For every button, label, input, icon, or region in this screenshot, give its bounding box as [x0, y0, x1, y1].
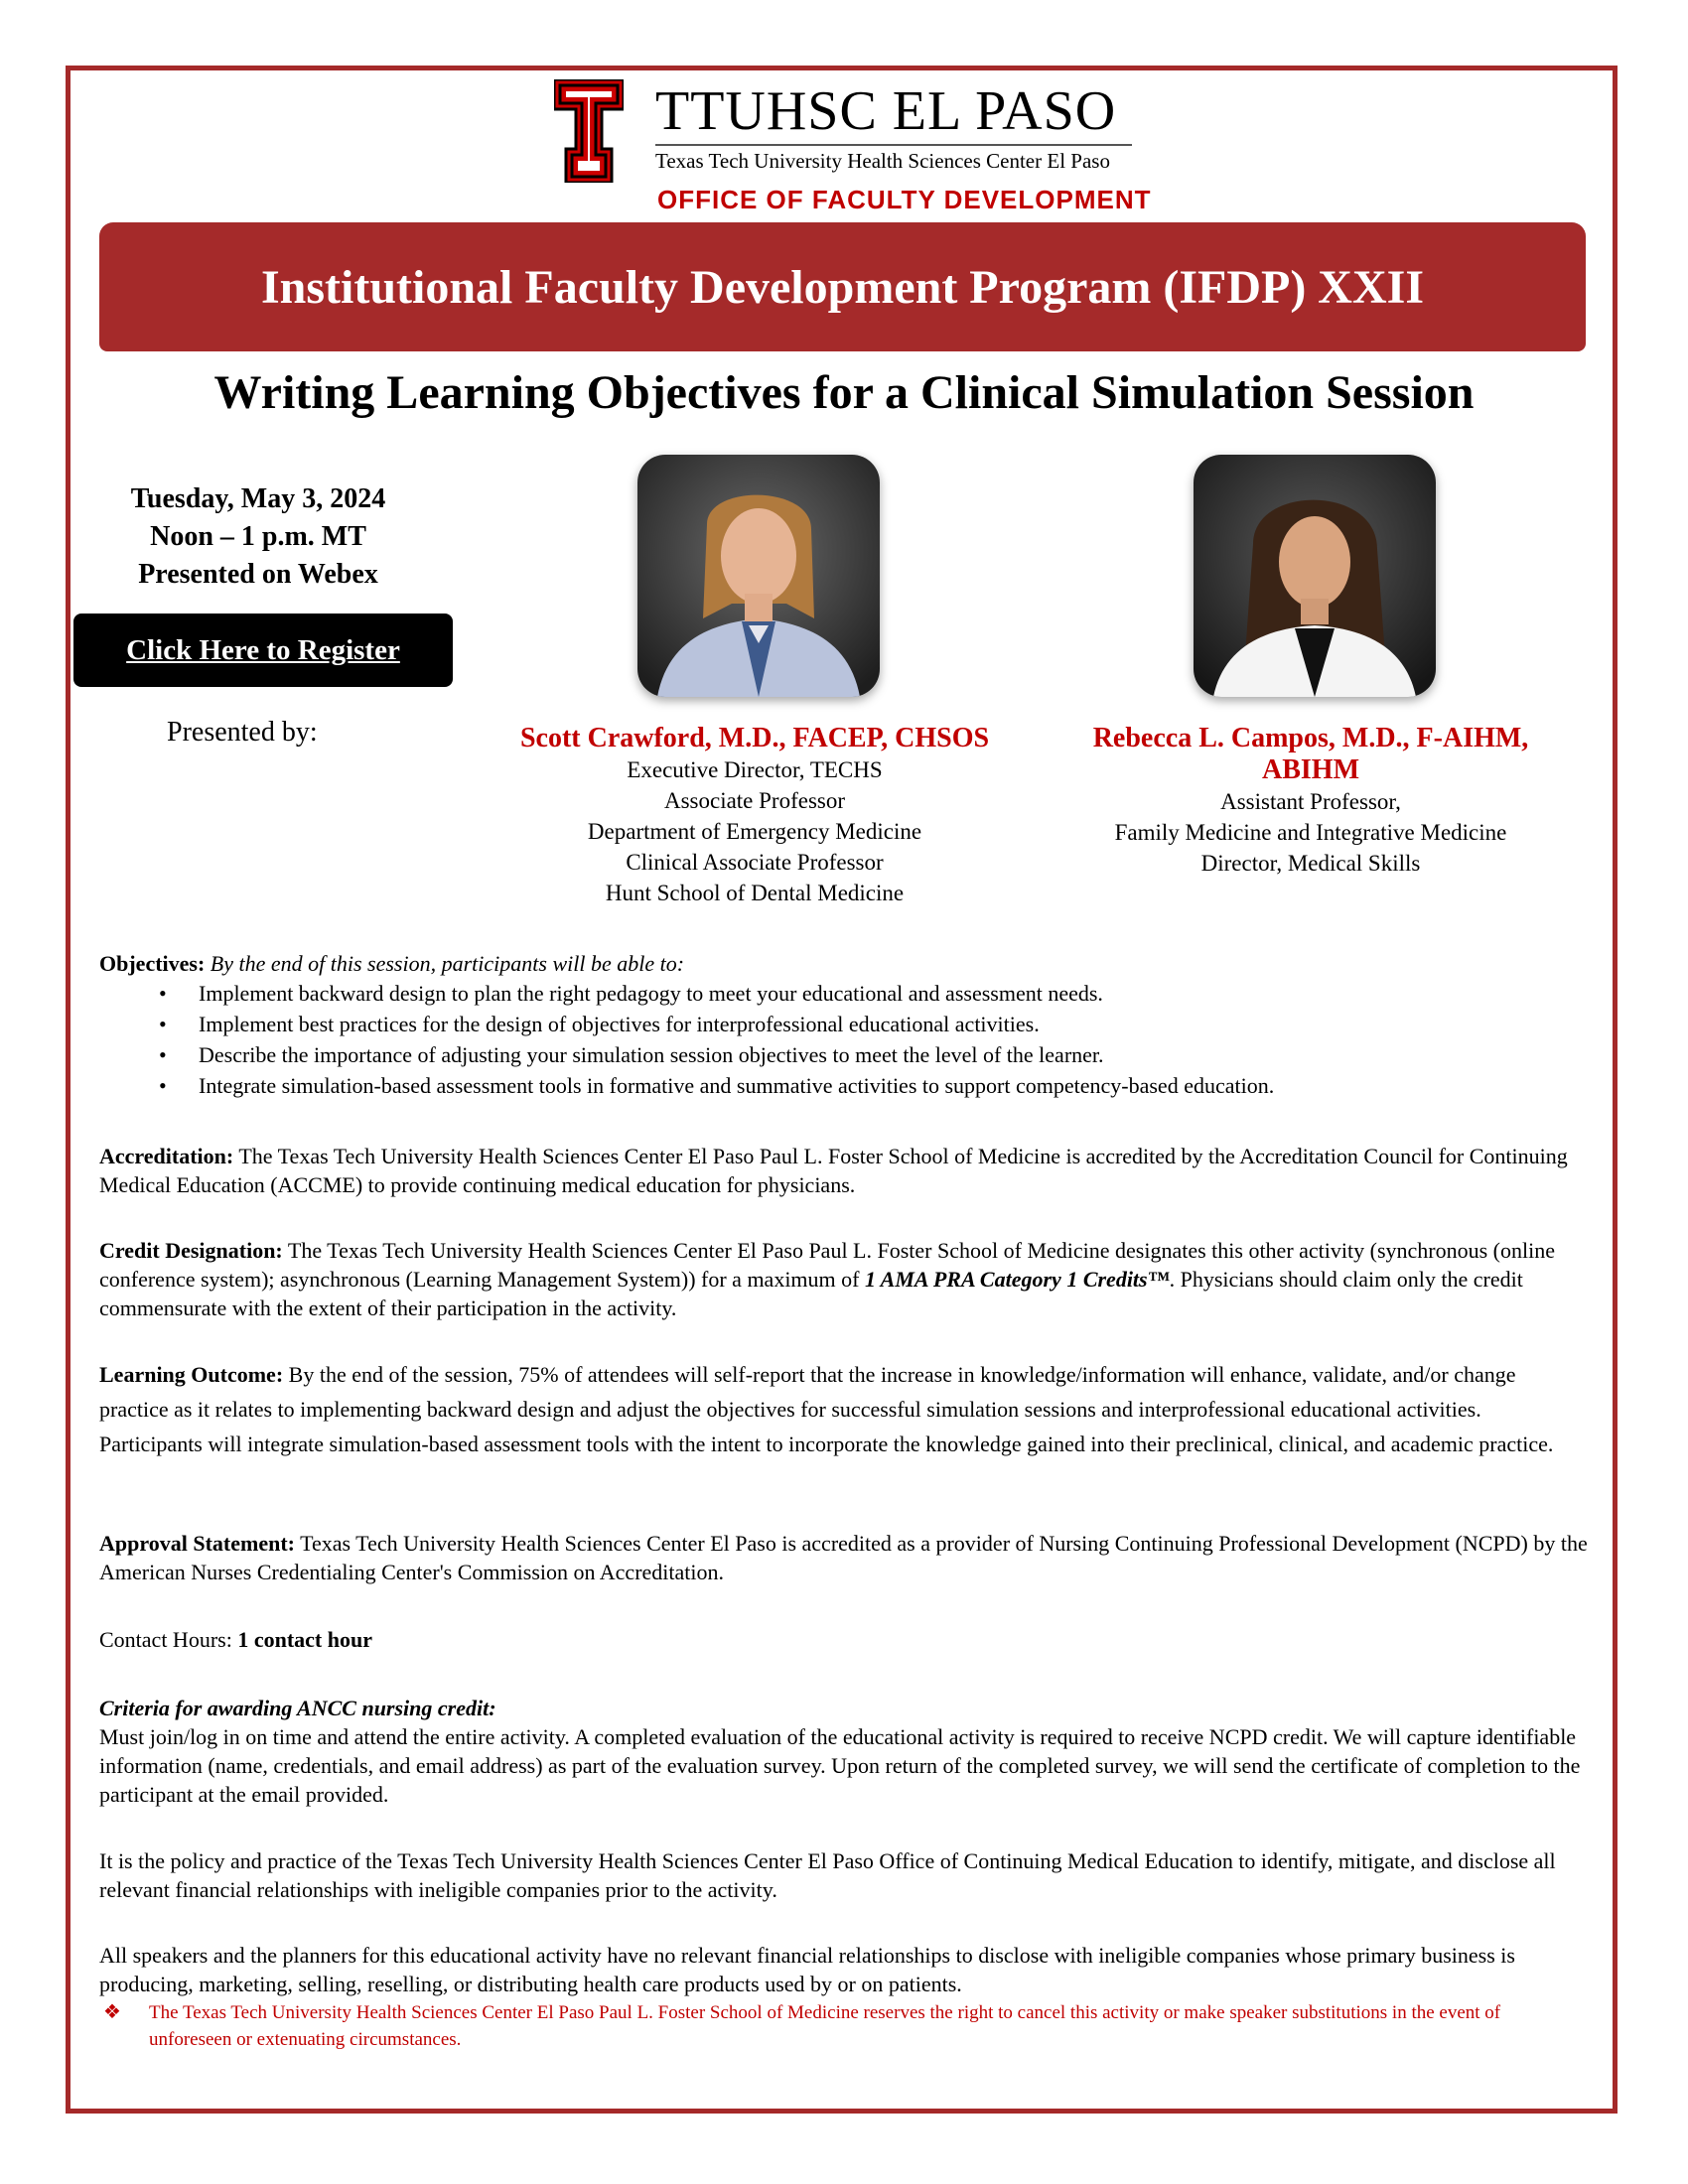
logo-divider [655, 144, 1132, 146]
list-item: • Implement best practices for the design of objectives for interprofessional educational activities. [99, 1009, 1589, 1039]
event-date: Tuesday, May 3, 2024 [130, 483, 386, 514]
cancellation-text: The Texas Tech University Health Sciences Center El Paso Paul L. Foster School of Medicine reserves the right to cancel this activity or make speaker substitutions in the event of unforeseen or extenuating circumstances. [149, 2002, 1501, 2050]
objectives-list [99, 978, 1589, 1101]
logo-subtitle: Texas Tech University Health Sciences Center El Paso [655, 149, 1110, 173]
accreditation-label: Accreditation: [99, 1144, 234, 1168]
office-name: OFFICE OF FACULTY DEVELOPMENT [657, 185, 1152, 214]
contact-hours [99, 1625, 1589, 1654]
list-item: • Implement backward design to plan the right pedagogy to meet your educational and assessment needs. [99, 978, 1589, 1009]
criteria-section [99, 1694, 1589, 1809]
speaker-title: Assistant Professor, [1220, 789, 1401, 814]
speaker-crawford [477, 723, 1033, 908]
policy-statement: It is the policy and practice of the Texas Tech University Health Sciences Center El Paso Office of Continuing Medical Education to identify, mitigate, and disclose all relevant financial relationships with ineligible companies prior to the activity. [99, 1848, 1556, 1902]
credit-section [99, 1236, 1589, 1322]
event-time: Noon – 1 p.m. MT [150, 521, 366, 552]
outcome-text: By the end of the session, 75% of attendees will self-report that the increase in knowledge/information will enhance, validate, and/or change practice as it relates to implementing backward design and adjust the objectives for successful simulation sessions and interprofessional educational activities. Participants will integrate simulation-based assessment tools with the intent to incorporate the knowledge gained into their preclinical, clinical, and academic practice. [99, 1362, 1554, 1456]
disclosure-statement: All speakers and the planners for this educational activity have no relevant financial relationships to disclose with ineligible companies whose primary business is producing, marketing, selling, reselling, or distributing health care products used by or on patients. [99, 1943, 1515, 1996]
speaker-campos [1053, 723, 1569, 879]
speaker-title: Associate Professor [663, 788, 846, 813]
accreditation-text: The Texas Tech University Health Sciences Center El Paso Paul L. Foster School of Medicine is accredited by the Accreditation Council for Continuing Medical Education (ACCME) to provide continuing medical education for physicians. [99, 1144, 1568, 1197]
event-info [99, 480, 417, 594]
speaker-name: Rebecca L. Campos, M.D., F-AIHM, [1092, 723, 1529, 753]
list-item: • Integrate simulation-based assessment tools in formative and summative activities to support competency-based education. [99, 1070, 1589, 1101]
program-title: Institutional Faculty Development Program (IFDP) XXII [260, 260, 1424, 314]
diamond-bullet-icon: ❖ [103, 2001, 121, 2023]
presented-by-label: Presented by: [167, 717, 318, 748]
cancellation-note [103, 1999, 1583, 2053]
speaker-title: Department of Emergency Medicine [587, 819, 922, 844]
program-banner [99, 222, 1586, 351]
credit-text-end: . Physicians should claim only the credit commensurate with the extent of their participation in the activity. [99, 1267, 1523, 1320]
credit-label: Credit Designation: [99, 1238, 283, 1263]
speaker-title: Hunt School of Dental Medicine [605, 881, 905, 905]
outcome-section [99, 1357, 1589, 1461]
register-link[interactable]: Click Here to Register [126, 633, 400, 666]
criteria-text: Must join/log in on time and attend the entire activity. A completed evaluation of the educational activity is required to receive NCPD credit. We will capture identifiable information (name, credentials, and email address) as part of the evaluation survey. Upon return of the completed survey, we will send the certificate of completion to the participant at the email provided. [99, 1724, 1581, 1807]
double-t-logo-icon [554, 79, 624, 183]
speaker-photo-campos [1194, 455, 1436, 697]
objectives-intro: By the end of this session, participants will be able to: [210, 951, 685, 976]
credit-amount: 1 AMA PRA Category 1 Credits™ [864, 1267, 1170, 1292]
accreditation-section [99, 1142, 1589, 1199]
outcome-label: Learning Outcome: [99, 1362, 284, 1387]
approval-text: Texas Tech University Health Sciences Center El Paso is accredited as a provider of Nursing Continuing Professional Development (NCPD) by the American Nurses Credentialing Center's Commission on Accreditation. [99, 1531, 1588, 1584]
criteria-label: Criteria for awarding ANCC nursing credit: [99, 1696, 496, 1720]
list-item: • Describe the importance of adjusting your simulation session objectives to meet the level of the learner. [99, 1039, 1589, 1070]
credit-text: The Texas Tech University Health Sciences Center El Paso Paul L. Foster School of Medicine designates this other activity (synchronous (online conference system); asynchronous (Learning Management System)) for a maximum of [99, 1238, 1555, 1292]
session-title: Writing Learning Objectives for a Clinical Simulation Session [213, 366, 1475, 419]
speaker-title: Director, Medical Skills [1200, 851, 1421, 876]
speaker-title: Clinical Associate Professor [626, 850, 884, 875]
speaker-title: Family Medicine and Integrative Medicine [1114, 820, 1507, 845]
register-button[interactable] [73, 614, 453, 687]
approval-section [99, 1529, 1589, 1586]
speaker-name-cont: ABIHM [1262, 754, 1359, 785]
speaker-photo-crawford [637, 455, 880, 697]
objectives-section [99, 949, 1589, 1101]
speaker-title: Executive Director, TECHS [627, 757, 883, 782]
contact-value: 1 contact hour [237, 1627, 372, 1652]
logo-wordmark: TTUHSC EL PASO [655, 80, 1117, 142]
speaker-name: Scott Crawford, M.D., FACEP, CHSOS [519, 723, 990, 753]
approval-label: Approval Statement: [99, 1531, 295, 1556]
objectives-label: Objectives: [99, 951, 206, 976]
contact-label: Contact Hours: [99, 1627, 232, 1652]
event-venue: Presented on Webex [138, 559, 378, 590]
